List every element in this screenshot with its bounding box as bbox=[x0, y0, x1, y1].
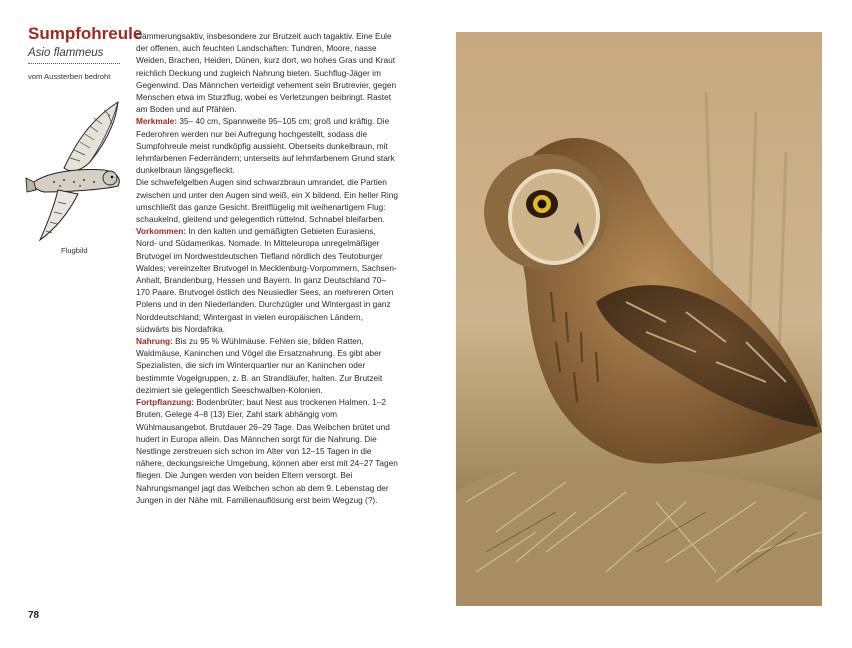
vorkommen-text: In den kalten und gemäßigten Gebieten Eurasiens, Nord- und Südamerikas. Nomade. In Mitteleuropa unregelmäßiger Brutvogel im Nordwestdeutschen Tiefland nördlich des Teutoburger Waldes; vereinzelter Brutvogel in Mecklenburg-Vorpommern, Sachsen-Anhalt, Brandenburg, Hessen und Bayern. In ganz Deutschland 70–170 Paare. Brutvogel östlich des Neusiedler Sees, an mehreren Orten Polens und in den Niederlanden. Durchzügler und Wintergast in ganz Norddeutschland; Wintergast in vielen europäischen Ländern, südwärts bis Nordafrika. bbox=[136, 226, 397, 334]
owl-photo bbox=[456, 32, 822, 606]
section-heading-vorkommen: Vorkommen: bbox=[136, 226, 187, 237]
fortpflanzung-text: Bodenbrüter; baut Nest aus trockenen Halmen. 1–2 Bruten. Gelege 4–8 (13) Eier, Zahl stark abhängig vom Wühlmausangebot. Brutdauer 26–29 Tage. Das Weibchen brütet und hudert in Europa allein. Das Männchen sorgt für die Nahrung. Die Nestlinge zerstreuen sich schon im Alter von 12–15 Tagen in die nähere, deckungsreiche Umgebung, können aber erst mit 24–27 Tagen fliegen. Die Jungen werden von beiden Eltern versorgt. Bei Nahrungsmangel jagt das Weibchen schon ab dem 9. Lebenstag der Jungen in der Nähe mit. Familienauflösung erst beim Wegzug (?). bbox=[136, 397, 398, 505]
merkmale-paragraph-2: Die schwefelgelben Augen sind schwarzbraun umrandet, die Partien zwischen und unter den Augen sind weiß, ein X bildend. Ein heller Ring umschließt das ganze Gesicht. Breitflügelig mit weihenartigem Flug: schaukelnd, gleitend und gelegentlich rüttelnd. Schnabel bleifarben. bbox=[136, 177, 398, 225]
species-title: Sumpfohreule bbox=[28, 24, 143, 43]
merkmale-text: 35– 40 cm, Spannweite 95–105 cm; groß und kräftig. Die Federohren werden nur bei Aufregung hochgestellt, sodass die Sumpfohreule meist rundköpfig aussieht. Oberseits dunkelbraun, mit lehmfarbenen Federrändern; unterseits auf lehmfarbenem Grund stark dunkelbraun längsgefleckt. bbox=[136, 116, 395, 176]
section-heading-nahrung: Nahrung: bbox=[136, 336, 173, 347]
section-heading-merkmale: Merkmale: bbox=[136, 116, 178, 127]
fortpflanzung-paragraph bbox=[136, 396, 398, 506]
conservation-status: vom Aussterben bedroht bbox=[28, 72, 111, 81]
page-number: 78 bbox=[28, 610, 40, 621]
section-heading-fortpflanzung: Fortpflanzung: bbox=[136, 397, 195, 408]
nahrung-text: Bis zu 95 % Wühlmäuse. Fehlen sie, bilden Ratten, Waldmäuse, Kaninchen und Vögel die Ersatznahrung. Es gibt aber Spezialisten, die sich im Winterquartier nur an Kaninchen oder bestimmte Vogelgruppen, z. B. an Strandläufer, halten. Zur Brutzeit dezimiert sie gelegentlich Seeschwalben-Kolonien. bbox=[136, 336, 383, 395]
merkmale-paragraph bbox=[136, 115, 398, 176]
article-body bbox=[136, 30, 398, 506]
flight-sketch-illustration bbox=[24, 98, 128, 244]
dotted-divider bbox=[28, 63, 120, 64]
vorkommen-paragraph bbox=[136, 225, 398, 335]
intro-paragraph: Dämmerungsaktiv, insbesondere zur Brutzeit auch tagaktiv. Eine Eule der offenen, auch feuchten Landschaften: Tundren, Moore, nasse Weiden, Brachen, Heiden, Dünen, kurz dort, wo hohes Gras und Kraut reichlich Deckung und zugleich Nahrung bieten. Suchflug-Jäger im Gegenwind. Das Männchen verteidigt vehement sein Brutrevier, gegen Menschen etwa im Sturzflug, wobei es Verletzungen beibringt. Rastet am Boden und auf Pfählen. bbox=[136, 31, 397, 115]
illustration-caption: Flugbild bbox=[61, 246, 88, 255]
nahrung-paragraph bbox=[136, 335, 398, 396]
species-latin-name: Asio flammeus bbox=[28, 47, 104, 59]
